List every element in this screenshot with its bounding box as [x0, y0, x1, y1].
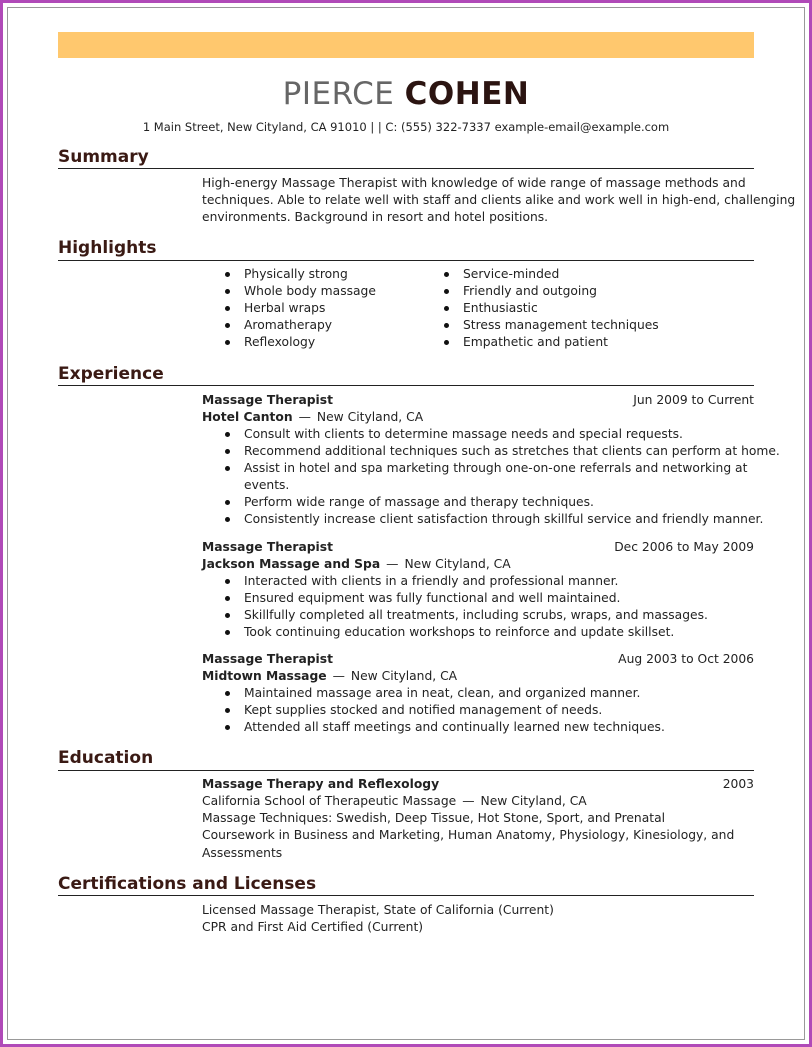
- job-employer-line: [202, 409, 423, 426]
- employer-name: Hotel Canton: [202, 410, 293, 424]
- list-item: Service-minded: [421, 266, 659, 283]
- list-item: Perform wide range of massage and therapy techniques.: [202, 494, 763, 511]
- education-divider: [58, 770, 754, 771]
- highlights-heading: Highlights: [58, 238, 157, 258]
- job-dates: Jun 2009 to Current: [633, 393, 754, 407]
- job-duties-list: [202, 573, 708, 641]
- school-name: California School of Therapeutic Massage: [202, 794, 457, 808]
- contact-info: 1 Main Street, New Cityland, CA 91010 | | C: (555) 322-7337 example-email@example.com: [142, 120, 670, 134]
- dash-separator: —: [386, 557, 399, 571]
- job-duties-list: [202, 426, 780, 477]
- certifications-divider: [58, 895, 754, 896]
- list-item: Interacted with clients in a friendly and professional manner.: [202, 573, 708, 590]
- summary-line: environments. Background in resort and hotel positions.: [202, 210, 549, 224]
- job-dates: Dec 2006 to May 2009: [614, 540, 754, 554]
- employer-location: New Cityland, CA: [316, 410, 424, 424]
- summary-line: High-energy Massage Therapist with knowledge of wide range of massage methods and: [202, 176, 746, 190]
- certification-item: Licensed Massage Therapist, State of California (Current): [202, 903, 554, 917]
- school-line: [202, 793, 587, 810]
- dash-separator: —: [462, 794, 475, 808]
- employer-name: Midtown Massage: [202, 669, 327, 683]
- job-employer-line: [202, 556, 511, 573]
- list-item: Enthusiastic: [421, 300, 659, 317]
- list-item: Ensured equipment was fully functional and well maintained.: [202, 590, 708, 607]
- list-item: Recommend additional techniques such as stretches that clients can perform at home.: [202, 443, 780, 460]
- list-item: Consult with clients to determine massage needs and special requests.: [202, 426, 780, 443]
- education-detail: Coursework in Business and Marketing, Human Anatomy, Physiology, Kinesiology, and: [202, 828, 735, 842]
- job-duties-list: [202, 494, 763, 528]
- dash-separator: —: [298, 410, 311, 424]
- school-location: New Cityland, CA: [480, 794, 587, 808]
- summary-divider: [58, 168, 754, 169]
- list-item: Friendly and outgoing: [421, 283, 659, 300]
- list-item: Herbal wraps: [202, 300, 376, 317]
- degree-name: Massage Therapy and Reflexology: [202, 777, 440, 791]
- job-title: Massage Therapist: [202, 652, 333, 666]
- list-item: Maintained massage area in neat, clean, and organized manner.: [202, 685, 665, 702]
- list-item: Reflexology: [202, 334, 376, 351]
- candidate-name: [0, 74, 812, 114]
- list-item: Attended all staff meetings and continually learned new techniques.: [202, 719, 665, 736]
- last-name: COHEN: [404, 76, 530, 112]
- experience-divider: [58, 385, 754, 386]
- experience-heading: Experience: [58, 364, 164, 384]
- highlights-left-list: [202, 266, 376, 351]
- education-year: 2003: [722, 777, 754, 791]
- certification-item: CPR and First Aid Certified (Current): [202, 920, 424, 934]
- education-detail: Massage Techniques: Swedish, Deep Tissue, Hot Stone, Sport, and Prenatal: [202, 811, 666, 825]
- education-detail: Assessments: [202, 846, 283, 860]
- dash-separator: —: [332, 669, 345, 683]
- list-item: Physically strong: [202, 266, 376, 283]
- education-heading: Education: [58, 748, 154, 768]
- job-title: Massage Therapist: [202, 393, 333, 407]
- employer-name: Jackson Massage and Spa: [202, 557, 381, 571]
- list-item: Empathetic and patient: [421, 334, 659, 351]
- list-item: Skillfully completed all treatments, including scrubs, wraps, and massages.: [202, 607, 708, 624]
- first-name: PIERCE: [282, 76, 395, 112]
- list-item: Took continuing education workshops to reinforce and update skillset.: [202, 624, 708, 641]
- list-item: Aromatherapy: [202, 317, 376, 334]
- list-item: Kept supplies stocked and notified management of needs.: [202, 702, 665, 719]
- certifications-heading: Certifications and Licenses: [58, 874, 317, 894]
- summary-line: techniques. Able to relate well with staff and clients alike and work well in high-end, challenging: [202, 193, 796, 207]
- employer-location: New Cityland, CA: [404, 557, 511, 571]
- list-item: Assist in hotel and spa marketing through one-on-one referrals and networking at: [202, 460, 780, 477]
- employer-location: New Cityland, CA: [350, 669, 458, 683]
- list-item-continuation: events.: [244, 478, 290, 492]
- list-item: Whole body massage: [202, 283, 376, 300]
- list-item: Consistently increase client satisfaction through skillful service and friendly manner.: [202, 511, 763, 528]
- job-dates: Aug 2003 to Oct 2006: [618, 652, 754, 666]
- highlights-right-list: [421, 266, 659, 351]
- accent-bar: [58, 32, 754, 58]
- job-title: Massage Therapist: [202, 540, 333, 554]
- summary-heading: Summary: [58, 147, 149, 167]
- list-item: Stress management techniques: [421, 317, 659, 334]
- job-duties-list: [202, 685, 665, 736]
- job-employer-line: [202, 668, 457, 685]
- highlights-divider: [58, 260, 754, 261]
